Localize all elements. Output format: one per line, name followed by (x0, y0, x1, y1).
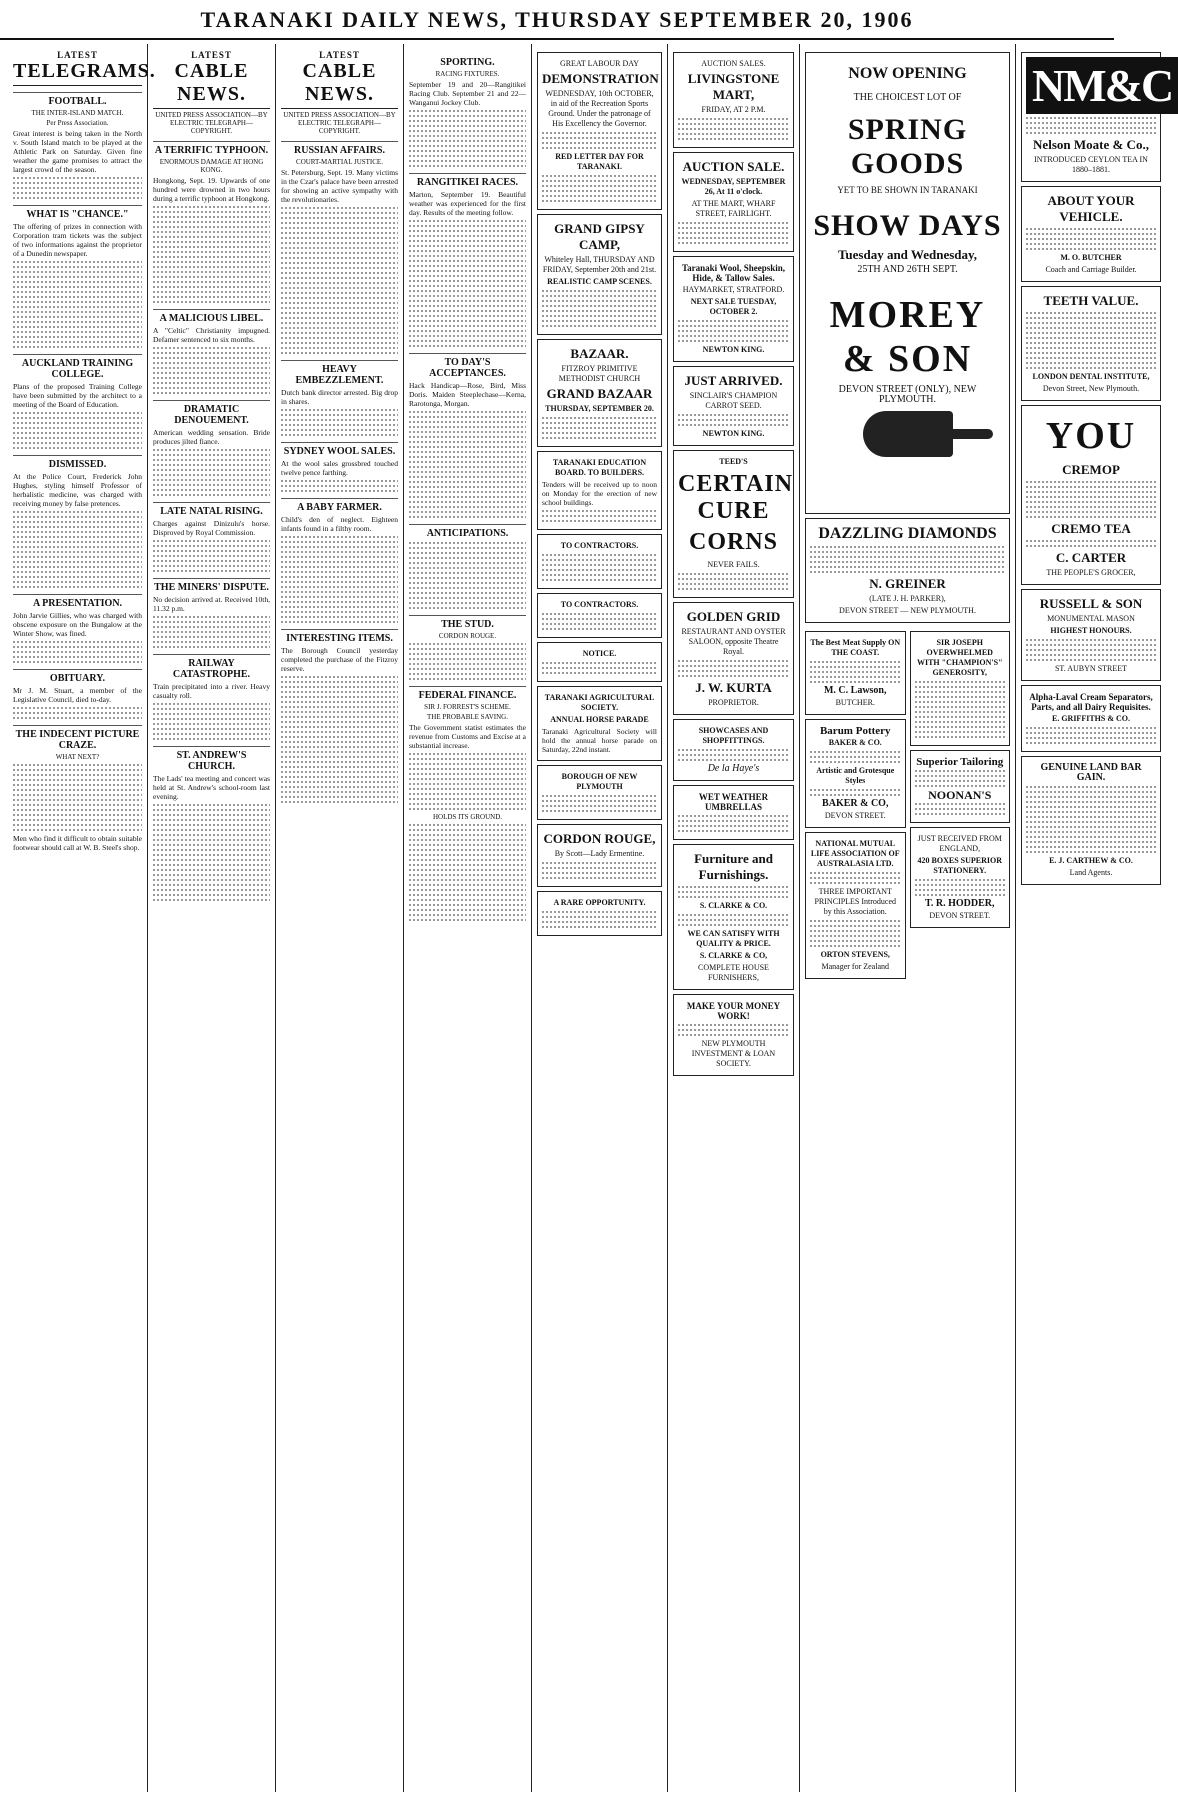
masthead (0, 0, 1114, 40)
rangitikei-heading: RANGITIKEI RACES. (409, 173, 526, 188)
column-cable-1 (148, 44, 276, 1792)
article-body: At the Police Court, Frederick John Hughes, styling himself Professor of herbalistic medicine, was charged with receiving money by false pretences. (13, 472, 142, 508)
newton-king-2: NEWTON KING. (702, 429, 765, 438)
tailoring-ad (910, 750, 1011, 823)
borough-ad (537, 765, 662, 820)
gipsy-camp-ad (537, 214, 662, 335)
acceptances-heading: TO DAY'S ACCEPTANCES. (409, 353, 526, 379)
auckland-heading: AUCKLAND TRAINING COLLEGE. (13, 354, 142, 380)
agricultural-ad (537, 686, 662, 761)
teeds-kicker: TEED'S (719, 457, 748, 466)
realistic: REALISTIC CAMP SCENES. (547, 277, 652, 286)
tuesday-wednesday: Tuesday and Wednesday, (837, 247, 978, 262)
fitzroy: FITZROY PRIMITIVE METHODIST CHURCH (558, 364, 641, 383)
whatnext-heading: WHAT NEXT? (55, 753, 100, 761)
article-body: Marton, September 19. Beautiful weather was experienced for the first day. Results of the meeting follow. (409, 190, 526, 217)
federal-heading: FEDERAL FINANCE. (409, 686, 526, 701)
contractors-heading: TO CONTRACTORS. (560, 541, 639, 550)
demo-body: WEDNESDAY, 10th OCTOBER, in aid of the Recreation Sports Ground. Under the patronage of His Excellency the Governor. (545, 89, 654, 128)
cremo-ad (1021, 405, 1161, 585)
auction-heading: AUCTION SALE. (682, 159, 785, 174)
annual-parade: ANNUAL HORSE PARADE (550, 715, 649, 724)
champion-seed: SINCLAIR'S CHAMPION CARROT SEED. (689, 391, 778, 410)
london-address: Devon Street, New Plymouth. (1042, 384, 1140, 393)
stud-heading: THE STUD. (409, 615, 526, 630)
peoples-grocer: THE PEOPLE'S GROCER, (1046, 568, 1136, 577)
obituary-heading: OBITUARY. (13, 669, 142, 684)
farmer-heading: A BABY FARMER. (281, 498, 398, 513)
col2-kicker: LATEST (191, 50, 232, 60)
football-heading: FOOTBALL. (13, 92, 142, 107)
article-body: St. Petersburg, Sept. 19. Many victims in the Czar's palace have been arrested for showing an active sympathy with the revolutionaries. (281, 168, 398, 204)
holds-heading: HOLDS ITS GROUND. (432, 813, 503, 821)
article-body: September 19 and 20—Rangitikei Racing Club. September 21 and 22—Wanganui Jockey Club. (409, 80, 526, 107)
column-telegrams (8, 44, 156, 1792)
columns (8, 44, 1173, 1792)
russell-ad (1021, 589, 1161, 681)
dismissed-heading: DISMISSED. (13, 455, 142, 470)
cordon-heading: CORDON ROUGE. (438, 632, 497, 640)
monumental: MONUMENTAL MASON (1047, 614, 1135, 623)
auction-date: WEDNESDAY, SEPTEMBER 26, At 11 o'clock. (681, 177, 786, 196)
column-right-ads (1016, 44, 1173, 1792)
land-agents: Land Agents. (1069, 868, 1113, 877)
golden-grid: GOLDEN GRID (686, 609, 781, 624)
gipsy-sub: Whiteley Hall, THURSDAY AND FRIDAY, September 20th and 21st. (542, 255, 657, 274)
split-ads (805, 627, 1010, 983)
yet-to-be-shown: YET TO BE SHOWN IN TARANAKI (837, 185, 978, 195)
col2-sub: UNITED PRESS ASSOCIATION—BY ELECTRIC TELEGRAPH—COPYRIGHT. (155, 111, 268, 135)
article-body: At the wool sales grossbred touched twelve pence farthing. (281, 459, 398, 477)
morey-ad (805, 52, 1010, 514)
sydney-heading: SYDNEY WOOL SALES. (281, 442, 398, 457)
contractors-ad (537, 534, 662, 589)
article-body: Charges against Dinizulu's horse. Disproved by Royal Commission. (153, 519, 270, 537)
greiner-address: DEVON STREET — NEW PLYMOUTH. (839, 606, 976, 615)
barum: Barum Pottery (819, 725, 891, 737)
split-right (910, 627, 1011, 983)
russian-heading: RUSSIAN AFFAIRS. (281, 141, 398, 156)
national-mutual-ad (805, 832, 906, 979)
manager: Manager for Zealand (821, 962, 890, 971)
col1-kicker: LATEST (57, 50, 98, 60)
newton-king: NEWTON KING. (702, 345, 765, 354)
tender-body: Tenders will be received up to noon on Monday for the erection of new school buildings. (542, 480, 657, 507)
corns: CORNS (688, 529, 778, 555)
barum-ad (805, 719, 906, 828)
quality: WE CAN SATISFY WITH QUALITY & PRICE. (687, 929, 780, 948)
article-body: No decision arrived at. Received 10th, 11.32 p.m. (153, 595, 270, 613)
notice-ad (537, 642, 662, 682)
baker-co-2: BAKER & CO, (822, 798, 889, 809)
london-dental: LONDON DENTAL INSTITUTE, (1032, 372, 1150, 381)
natal-heading: LATE NATAL RISING. (153, 502, 270, 517)
cordon-sub: By Scott—Lady Ermentine. (554, 849, 645, 858)
artistic: Artistic and Grotesque Styles (816, 766, 895, 785)
lawson: M. C. Lawson, (823, 685, 887, 696)
superior-tailoring: Superior Tailoring (916, 756, 1004, 768)
parade-body: Taranaki Agricultural Society will hold the annual horse parade on Saturday, 22nd instant. (542, 727, 657, 754)
pointing-hand-icon (863, 411, 953, 457)
livingstone: LIVINGSTONE MART, (687, 71, 780, 102)
land-bargain-ad (1021, 756, 1161, 885)
show-dates: 25TH AND 26TH SEPT. (857, 264, 958, 275)
education-heading: TARANAKI EDUCATION BOARD. TO BUILDERS. (552, 458, 647, 477)
teeds-ad (673, 450, 794, 598)
chance-heading: WHAT IS "CHANCE." (13, 205, 142, 220)
auction-kicker: AUCTION SALES. (701, 59, 766, 68)
best-meat: The Best Meat Supply ON THE COAST. (810, 638, 901, 657)
principles: THREE IMPORTANT PRINCIPLES Introduced by this Association. (814, 887, 897, 916)
livingstone-ad (673, 52, 794, 148)
contractors-ad-2 (537, 593, 662, 638)
saving-heading: THE PROBABLE SAVING. (427, 713, 508, 721)
st-aubyn: ST. AUBYN STREET (1054, 664, 1128, 673)
m-o-butcher: M. O. BUTCHER (1060, 253, 1122, 262)
typhoon-sub: ENORMOUS DAMAGE AT HONG KONG. (159, 158, 264, 174)
never-fails: NEVER FAILS. (707, 560, 760, 569)
sporting-heading: SPORTING. (440, 57, 495, 68)
agri-heading: TARANAKI AGRICULTURAL SOCIETY. (544, 693, 655, 712)
column-display-ads (800, 44, 1016, 1792)
typhoon-heading: A TERRIFIC TYPHOON. (153, 141, 270, 156)
interisland-heading: THE INTER-ISLAND MATCH. (31, 109, 124, 117)
arrived-heading: JUST ARRIVED. (684, 373, 783, 388)
auction-place: AT THE MART, WHARF STREET, FAIRLIGHT. (691, 199, 776, 218)
embezzlement-heading: HEAVY EMBEZZLEMENT. (281, 360, 398, 386)
teeth-value: TEETH VALUE. (1043, 293, 1139, 308)
showcases-ad (673, 719, 794, 781)
railway-heading: RAILWAY CATASTROPHE. (153, 654, 270, 680)
courtmartial-heading: COURT-MARTIAL JUSTICE. (296, 158, 383, 166)
col3-heading: CABLE NEWS. (281, 60, 398, 109)
nmc-ad (1021, 52, 1173, 182)
ceylon-tea: INTRODUCED CEYLON TEA IN 1880–1881. (1034, 155, 1148, 174)
opportunity-ad (537, 891, 662, 936)
clarke-2: S. CLARKE & CO, (699, 951, 768, 960)
article-body: The Borough Council yesterday completed the purchase of the Fitzroy reserve. (281, 646, 398, 673)
grand-bazaar: GRAND BAZAAR (546, 386, 653, 401)
hodder: T. R. HODDER, (924, 898, 995, 909)
cordon-rouge-ad (537, 824, 662, 887)
c-carter: C. CARTER (1055, 550, 1127, 565)
showcases: SHOWCASES AND SHOPFITTINGS. (698, 726, 769, 745)
investment: NEW PLYMOUTH INVESTMENT & LOAN SOCIETY. (691, 1039, 776, 1068)
wool-sale-ad (673, 256, 794, 362)
butcher-label: BUTCHER. (835, 698, 875, 707)
highest-honours: HIGHEST HONOURS. (1050, 626, 1132, 635)
carthew: E. J. CARTHEW & CO. (1049, 856, 1133, 865)
split-left (805, 627, 906, 983)
baker-co: BAKER & CO. (828, 738, 882, 747)
furniture-ad (673, 844, 794, 990)
nelson-moate: Nelson Moate & Co., (1033, 137, 1149, 152)
libel-heading: A MALICIOUS LIBEL. (153, 309, 270, 324)
col3-sub: UNITED PRESS ASSOCIATION—BY ELECTRIC TELEGRAPH—COPYRIGHT. (283, 111, 396, 135)
labour-day-ad (537, 52, 662, 210)
de-la-hayes: De la Haye's (707, 763, 760, 774)
hodder-address: DEVON STREET. (929, 911, 991, 920)
demo-heading: DEMONSTRATION (542, 71, 659, 86)
col1-heading: TELEGRAMS. (13, 60, 142, 86)
contractors2-heading: TO CONTRACTORS. (560, 600, 639, 609)
next-sale: NEXT SALE TUESDAY, OCTOBER 2. (690, 297, 777, 316)
genuine-land: GENUINE LAND BAR GAIN. (1040, 762, 1142, 783)
article-body: American wedding sensation. Bride produces jilted fiance. (153, 428, 270, 446)
morey-son: MOREY & SON (829, 294, 986, 380)
furniture-heading: Furniture and Furnishings. (694, 851, 773, 882)
auction-sale-ad (673, 152, 794, 252)
now-opening: NOW OPENING (848, 65, 967, 82)
griffiths: E. GRIFFITHS & CO. (1051, 714, 1130, 723)
just-arrived-ad (673, 366, 794, 446)
racing-heading: RACING FIXTURES. (435, 70, 500, 78)
denouement-heading: DRAMATIC DENOUEMENT. (153, 400, 270, 426)
just-received: JUST RECEIVED FROM ENGLAND, (917, 834, 1002, 853)
anticipations-heading: ANTICIPATIONS. (409, 524, 526, 539)
article-body: Hongkong, Sept. 19. Upwards of one hundred were drowned in two hours during a terrific typhoon at Hongkong. (153, 176, 270, 203)
national-mutual: NATIONAL MUTUAL LIFE ASSOCIATION OF AUSTRALASIA LTD. (810, 839, 900, 868)
livingstone-sub: FRIDAY, AT 2 P.M. (701, 105, 766, 114)
red-letter: RED LETTER DAY FOR TARANAKI. (555, 152, 644, 171)
morey-address: DEVON STREET (ONLY), NEW PLYMOUTH. (838, 384, 977, 405)
sir-joseph: SIR JOSEPH OVERWHELMED WITH "CHAMPION'S" GENEROSITY, (916, 638, 1003, 677)
kurta: J. W. KURTA (695, 680, 772, 695)
interesting-heading: INTERESTING ITEMS. (281, 629, 398, 644)
presentation-heading: A PRESENTATION. (13, 594, 142, 609)
cordon-rouge: CORDON ROUGE, (543, 831, 656, 846)
certain-cure: CERTAIN CURE (678, 471, 794, 524)
complete: COMPLETE HOUSE FURNISHERS, (698, 963, 769, 982)
show-days: SHOW DAYS (813, 209, 1002, 242)
cremop: CREMOP (1062, 462, 1120, 477)
article-body: Child's den of neglect. Eighteen infants found in a filthy room. (281, 515, 398, 533)
column-cable-2 (276, 44, 404, 1792)
alpha-laval-ad (1021, 685, 1161, 752)
article-body: Mr J. M. Stuart, a member of the Legislative Council, died to-day. (13, 686, 142, 704)
coach-builder: Coach and Carriage Builder. (1045, 265, 1137, 274)
umbrellas: WET WEATHER UMBRELLAS (698, 792, 769, 812)
indecent-heading: THE INDECENT PICTURE CRAZE. (13, 725, 142, 751)
andrews-heading: ST. ANDREW'S CHURCH. (153, 746, 270, 772)
orton-stevens: ORTON STEVENS, (820, 950, 890, 959)
umbrellas-ad (673, 785, 794, 840)
kurta-sub: PROPRIETOR. (708, 698, 759, 707)
press-line: Per Press Association. (46, 119, 109, 127)
article-body: Hack Handicap—Rose, Bird, Miss Doris. Maiden Steeplechase—Kerna, Rarotonga, Morgan. (409, 381, 526, 408)
money-ad (673, 994, 794, 1076)
col2-heading: CABLE NEWS. (153, 60, 270, 109)
bazaar-heading: BAZAAR. (570, 346, 629, 361)
demo-kicker: GREAT LABOUR DAY (559, 59, 640, 68)
column-sporting (404, 44, 532, 1792)
article-body: The offering of prizes in connection with Corporation tram tickets was the subject of two informations against the proprietor of a Dunedin newspaper. (13, 222, 142, 258)
you-heading: YOU (1045, 415, 1137, 457)
article-body: John Jarvie Gillies, who was charged with obscene exposure on the Bungalow at the Winter Show, was fined. (13, 611, 142, 638)
restaurant: RESTAURANT AND OYSTER SALOON, opposite Theatre Royal. (681, 627, 786, 656)
forrest-heading: SIR J. FORREST'S SCHEME. (424, 703, 511, 711)
stationery-ad (910, 827, 1011, 928)
best-meat-ad (805, 631, 906, 715)
choicest: THE CHOICEST LOT OF (853, 92, 962, 103)
boxes: 420 BOXES SUPERIOR STATIONERY. (917, 856, 1002, 875)
clarke: S. CLARKE & CO. (699, 901, 768, 910)
devon-street: DEVON STREET. (824, 811, 886, 820)
haymarket: HAYMARKET, STRATFORD. (682, 285, 785, 294)
opportunity-heading: A RARE OPPORTUNITY. (553, 898, 646, 907)
nmc-logo: NM&C (1026, 57, 1178, 114)
notice-heading: NOTICE. (582, 649, 617, 658)
article-body: Great interest is being taken in the North v. South Island match to be played at the Athletic Park on Saturday. Given fine weather the game promises to attract the largest crowd of the season. (13, 129, 142, 174)
money-heading: MAKE YOUR MONEY WORK! (686, 1001, 781, 1021)
bazaar-ad (537, 339, 662, 447)
cremo-tea: CREMO TEA (1051, 521, 1131, 536)
about-vehicle: ABOUT YOUR VEHICLE. (1047, 193, 1135, 224)
russell-son: RUSSELL & SON (1039, 596, 1143, 611)
spring-goods: SPRING GOODS (847, 113, 968, 180)
column-notices (532, 44, 668, 1792)
article-body: The Government statist estimates the revenue from Customs and Excise at a substantial increase. (409, 723, 526, 750)
masthead-title: TARANAKI DAILY NEWS, THURSDAY SEPTEMBER 20, 1906 (200, 7, 914, 32)
vehicle-ad (1021, 186, 1161, 282)
article-body: Men who find it difficult to obtain suitable footwear should call at W. B. Steel's shop. (13, 834, 142, 852)
col3-kicker: LATEST (319, 50, 360, 60)
article-body: Plans of the proposed Training College have been submitted by the architect to a meeting of the Board of Education. (13, 382, 142, 409)
sir-joseph-ad (910, 631, 1011, 746)
bazaar-date: THURSDAY, SEPTEMBER 20. (545, 404, 654, 413)
dazzling-diamonds-ad (805, 518, 1010, 623)
teeth-ad (1021, 286, 1161, 401)
education-board-ad (537, 451, 662, 530)
article-body: The Lads' tea meeting and concert was held at St. Andrew's school-room last evening. (153, 774, 270, 801)
greiner: N. GREINER (869, 576, 946, 591)
article-body: A "Celtic" Christianity impugned. Defamer sentenced to six months. (153, 326, 270, 344)
gipsy-heading: GRAND GIPSY CAMP, (554, 221, 645, 252)
column-auctions (668, 44, 800, 1792)
article-body: Train precipitated into a river. Heavy casualty roll. (153, 682, 270, 700)
borough-heading: BOROUGH OF NEW PLYMOUTH (561, 772, 638, 791)
dispute-heading: THE MINERS' DISPUTE. (153, 578, 270, 593)
article-body: Dutch bank director arrested. Big drop in shares. (281, 388, 398, 406)
wool-heading: Taranaki Wool, Sheepskin, Hide, & Tallow Sales. (681, 263, 786, 283)
golden-grid-ad (673, 602, 794, 715)
alpha-laval: Alpha-Laval Cream Separators, Parts, and all Dairy Requisites. (1029, 692, 1153, 712)
dazzling: DAZZLING DIAMONDS (818, 525, 997, 542)
greiner-sub: (LATE J. H. PARKER), (869, 594, 946, 603)
noonans: NOONAN'S (928, 788, 992, 802)
